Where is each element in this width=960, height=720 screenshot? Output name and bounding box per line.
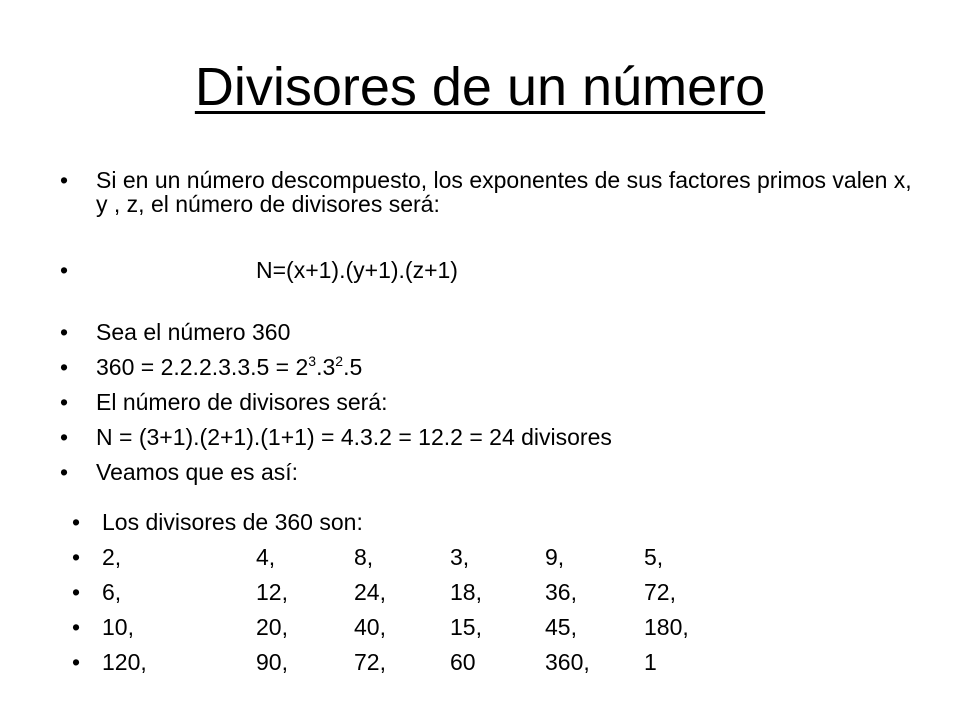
divisor-value: 20, bbox=[256, 614, 288, 640]
factor-exponent-2: 2 bbox=[335, 353, 344, 369]
factor-mid: .3 bbox=[316, 354, 336, 380]
factor-exponent-1: 3 bbox=[308, 353, 317, 369]
factorization-text bbox=[96, 354, 362, 380]
main-bullet-list bbox=[56, 168, 916, 495]
bullet-dot-icon: • bbox=[60, 354, 69, 380]
divisors-heading-text: Los divisores de 360 son: bbox=[102, 509, 363, 535]
divisor-value: 72, bbox=[644, 579, 676, 605]
divisor-value: 360, bbox=[545, 649, 590, 675]
divisor-value: 60 bbox=[450, 649, 476, 675]
divisor-value: 120, bbox=[102, 649, 147, 675]
divisor-value: 36, bbox=[545, 579, 577, 605]
divisor-value: 12, bbox=[256, 579, 288, 605]
bullet-dot-icon: • bbox=[72, 614, 81, 640]
divisors-heading bbox=[72, 510, 852, 534]
divisor-value: 2, bbox=[102, 544, 122, 570]
bullet-factorization bbox=[56, 355, 916, 379]
divisor-row bbox=[72, 545, 852, 569]
count-label-text: El número de divisores será: bbox=[96, 389, 388, 415]
slide-title: Divisores de un número bbox=[194, 57, 766, 117]
bullet-dot-icon: • bbox=[60, 167, 69, 193]
bullet-dot-icon: • bbox=[72, 649, 81, 675]
check-text: Veamos que es así: bbox=[96, 459, 299, 485]
bullet-dot-icon: • bbox=[60, 257, 69, 283]
divisor-value: 8, bbox=[354, 544, 374, 570]
bullet-dot-icon: • bbox=[72, 579, 81, 605]
bullet-dot-icon: • bbox=[60, 319, 69, 345]
number-text: Sea el número 360 bbox=[96, 319, 291, 345]
bullet-count-label bbox=[56, 390, 916, 414]
intro-text: Si en un número descompuesto, los exponentes de sus factores primos valen x, y , z, el número de divisores será: bbox=[96, 167, 912, 217]
bullet-number bbox=[56, 320, 916, 344]
divisor-value: 10, bbox=[102, 614, 134, 640]
divisor-row bbox=[72, 650, 852, 674]
divisor-value: 72, bbox=[354, 649, 386, 675]
divisor-value: 180, bbox=[644, 614, 689, 640]
bullet-dot-icon: • bbox=[60, 459, 69, 485]
divisor-value: 24, bbox=[354, 579, 386, 605]
divisors-list bbox=[72, 510, 852, 685]
bullet-dot-icon: • bbox=[60, 389, 69, 415]
divisor-row bbox=[72, 615, 852, 639]
count-calc-text: N = (3+1).(2+1).(1+1) = 4.3.2 = 12.2 = 24 divisores bbox=[96, 424, 612, 450]
factor-prefix: 360 = 2.2.2.3.3.5 = 2 bbox=[96, 354, 309, 380]
divisor-value: 6, bbox=[102, 579, 122, 605]
divisor-row bbox=[72, 580, 852, 604]
divisor-value: 5, bbox=[644, 544, 664, 570]
bullet-formula bbox=[56, 258, 916, 282]
divisor-value: 3, bbox=[450, 544, 470, 570]
divisor-value: 4, bbox=[256, 544, 276, 570]
bullet-count-calc bbox=[56, 425, 916, 449]
formula-text: N=(x+1).(y+1).(z+1) bbox=[256, 257, 458, 283]
divisor-value: 15, bbox=[450, 614, 482, 640]
divisor-value: 45, bbox=[545, 614, 577, 640]
bullet-dot-icon: • bbox=[60, 424, 69, 450]
divisor-value: 1 bbox=[644, 649, 657, 675]
bullet-dot-icon: • bbox=[72, 544, 81, 570]
divisor-value: 18, bbox=[450, 579, 482, 605]
divisor-value: 40, bbox=[354, 614, 386, 640]
factor-suffix: .5 bbox=[343, 354, 363, 380]
bullet-intro bbox=[56, 168, 916, 216]
bullet-dot-icon: • bbox=[72, 509, 81, 535]
divisor-value: 9, bbox=[545, 544, 565, 570]
bullet-check bbox=[56, 460, 916, 484]
divisor-value: 90, bbox=[256, 649, 288, 675]
